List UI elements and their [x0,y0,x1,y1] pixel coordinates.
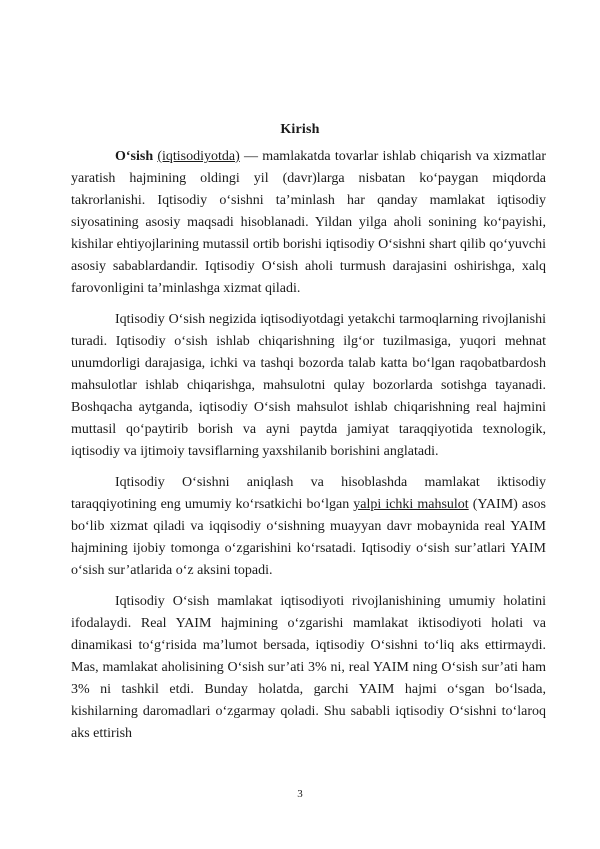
paragraph-3-text-after: (YAIM) asos bo‘lib xizmat qiladi va iqqisodiy o‘sishning muayyan davr mobaynida real YAIM hajmining ijobiy tomonga o‘zgarishini ko‘rsatadi. Iqtisodiy o‘sish sur’atlari YAIM o‘sish sur’atlarida o‘z aksini topadi. [71,497,546,578]
page-number: 3 [297,788,303,800]
paragraph-4-text: Iqtisodiy O‘sish mamlakat iqtisodiyoti rivojlanishining umumiy holatini ifodalaydi. Real YAIM hajmining o‘zgarishi mamlakat iktisodiyoti holati va dinamikasi to‘g‘risida ma’lumot bersada, iqtisodiy O‘sishni to‘liq aks ettirmaydi. Mas, mamlakat aholisining O‘sish sur’ati 3% ni, real YAIM ning O‘sish sur’ati ham 3% ni tashkil etdi. Bunday holatda, garchi YAIM hajmi o‘sgan bo‘lsada, kishilarning daromadlari o‘zgarmay qoladi. Shu sababli iqtisodiy O‘sishni to‘laroq aks ettirish [71,594,546,741]
paragraph-4 [71,591,546,745]
paragraph-1 [71,146,546,300]
yaim-link[interactable]: yalpi ichki mahsulot [353,497,469,512]
term-bold: O‘sish [115,149,154,164]
paragraph-3 [71,472,546,582]
paragraph-2 [71,309,546,463]
paragraph-3-text-before: Iqtisodiy O‘sishni aniqlash va hisoblashda mamlakat iktisodiy taraqqiyotining eng umumiy ko‘rsatkichi bo‘lgan [71,475,546,512]
document-body [71,146,546,754]
paragraph-1-text: — mamlakatda tovarlar ishlab chiqarish va xizmatlar yaratish hajmining oldingi yil (davr)larga nisbatan ko‘paygan miqdorda takrorlanishi. Iqtisodiy o‘sishni ta’minlash har qanday mamlakat iqtisodiy siyosatining asosiy maqsadi hisoblanadi. Yildan yilga aholi sonining ko‘payishi, kishilar ehtiyojlarining mutassil ortib borishi iqtisodiy O‘sishni shart qilib qo‘yuvchi asosiy sabablardandir. Iqtisodiy O‘sish aholi turmush darajasini oshirishga, xalq farovonligini ta’minlashga xizmat qiladi. [71,149,547,296]
page-title: Kirish [280,122,320,137]
paragraph-2-text: Iqtisodiy O‘sish negizida iqtisodiyotdagi yetakchi tarmoqlarning rivojlanishi turadi. Iqtisodiy o‘sish ishlab chiqarishning ilg‘or tuzilmasiga, yuqori mehnat unumdorligi darajasiga, ichki va tashqi bozorda talab katta bo‘lgan raqobatbardosh mahsulotlar ishlab chiqarishga, mahsulotni qulay bozorlarda sotishga tayanadi. Boshqacha aytganda, iqtisodiy O‘sish mahsulot ishlab chiqarishning real hajmini muttasil qo‘paytirib borish va ayni paytda jamiyat taraqqiyotida texnologik, iqtisodiy va ijtimoiy tavsiflarning yaxshilanib borishini anglatadi. [71,312,546,459]
term-link[interactable]: (iqtisodiyotda) [157,149,240,164]
